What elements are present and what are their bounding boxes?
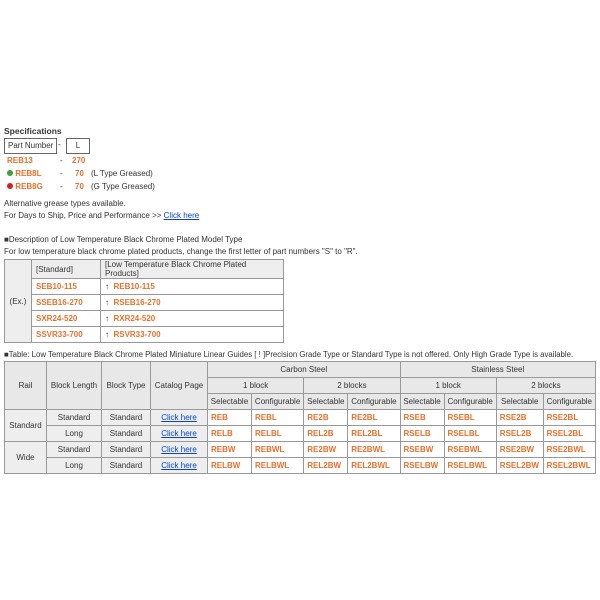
header-selectable: Selectable [304, 394, 348, 410]
part-cell: RE2B [304, 410, 348, 426]
part-number-L-box: L [66, 138, 90, 154]
spec-value: 70 [75, 182, 84, 191]
part-cell: RSEBL [444, 410, 496, 426]
example-standard: SSEB16-270 [32, 295, 101, 311]
header-configurable: Configurable [348, 394, 400, 410]
rail-wide: Wide [5, 442, 47, 474]
part-cell: RSEL2BL [543, 426, 595, 442]
part-cell: RSE2BL [543, 410, 595, 426]
catalog-click-here-link[interactable]: Click here [161, 461, 197, 470]
part-cell: REL2BWL [348, 458, 400, 474]
block-type: Standard [102, 442, 151, 458]
header-rail: Rail [5, 362, 47, 410]
spec-code: REB8G [15, 182, 43, 191]
example-low: ↑ RSEB16-270 [101, 295, 284, 311]
block-length: Standard [47, 442, 102, 458]
part-cell: REB [208, 410, 252, 426]
block-length: Long [47, 426, 102, 442]
specifications-title: Specifications [4, 126, 62, 136]
days-to-ship-text: For Days to Ship, Price and Performance >> [4, 211, 162, 220]
spec-note: (G Type Greased) [91, 182, 155, 191]
part-number-dash: - [58, 140, 61, 149]
spec-dash: - [60, 169, 63, 178]
up-arrow-icon: ↑ [105, 282, 109, 291]
header-configurable: Configurable [444, 394, 496, 410]
part-cell: RSELBWL [444, 458, 496, 474]
table-row [5, 410, 596, 426]
block-length: Standard [47, 410, 102, 426]
block-length: Long [47, 458, 102, 474]
part-cell: RSEL2BW [496, 458, 543, 474]
header-1-block: 1 block [208, 378, 304, 394]
example-standard: SSVR33-700 [32, 327, 101, 343]
part-cell: RELBWL [251, 458, 303, 474]
header-block-type: Block Type [102, 362, 151, 410]
table-row [5, 458, 596, 474]
catalog-click-here-link[interactable]: Click here [161, 445, 197, 454]
header-configurable: Configurable [251, 394, 303, 410]
red-dot-icon [7, 183, 13, 189]
up-arrow-icon: ↑ [105, 330, 109, 339]
example-low: ↑ REB10-115 [101, 279, 284, 295]
alt-grease-text: Alternative grease types available. [4, 199, 126, 208]
part-cell: RSEBWL [444, 442, 496, 458]
header-carbon-steel: Carbon Steel [208, 362, 401, 378]
description-title: ■Description of Low Temperature Black Chrome Plated Model Type [4, 235, 243, 244]
part-cell: REBWL [251, 442, 303, 458]
header-selectable: Selectable [208, 394, 252, 410]
part-cell: REBW [208, 442, 252, 458]
spec-value: 70 [75, 169, 84, 178]
block-type: Standard [102, 426, 151, 442]
part-cell: RE2BWL [348, 442, 400, 458]
header-selectable: Selectable [496, 394, 543, 410]
table-row [5, 426, 596, 442]
part-number-box: Part Number [4, 138, 57, 154]
part-cell: RSE2BW [496, 442, 543, 458]
part-cell: RSE2B [496, 410, 543, 426]
part-cell: RSEB [400, 410, 444, 426]
part-cell: REL2BW [304, 458, 348, 474]
spec-row-3 [7, 182, 43, 191]
example-table [4, 259, 284, 343]
part-cell: REBL [251, 410, 303, 426]
block-type: Standard [102, 410, 151, 426]
block-type: Standard [102, 458, 151, 474]
green-dot-icon [7, 170, 13, 176]
description-text: For low temperature black chrome plated products, change the first letter of part numbers "S" to "R". [4, 247, 358, 256]
days-to-ship-line [4, 211, 199, 220]
catalog-click-here-link[interactable]: Click here [161, 429, 197, 438]
header-catalog-page: Catalog Page [151, 362, 208, 410]
part-cell: REL2BL [348, 426, 400, 442]
up-arrow-icon: ↑ [105, 314, 109, 323]
click-here-link[interactable]: Click here [163, 211, 200, 220]
part-cell: RELBW [208, 458, 252, 474]
header-stainless-steel: Stainless Steel [400, 362, 595, 378]
spec-row-1 [7, 156, 33, 165]
example-low: ↑ RSVR33-700 [101, 327, 284, 343]
part-cell: RSELB [400, 426, 444, 442]
part-cell: RELB [208, 426, 252, 442]
part-cell: RELBL [251, 426, 303, 442]
example-standard: SEB10-115 [32, 279, 101, 295]
part-cell: RSELBL [444, 426, 496, 442]
part-cell: REL2B [304, 426, 348, 442]
spec-code: REB13 [7, 156, 33, 165]
catalog-click-here-link[interactable]: Click here [161, 413, 197, 422]
header-standard: [Standard] [32, 260, 101, 279]
ex-label: (Ex.) [5, 260, 32, 343]
header-selectable: Selectable [400, 394, 444, 410]
spec-dash: - [60, 182, 63, 191]
spec-value: 270 [72, 156, 86, 165]
example-standard: SXR24-520 [32, 311, 101, 327]
spec-note: (L Type Greased) [91, 169, 153, 178]
spec-row-2 [7, 169, 41, 178]
part-cell: RSEBW [400, 442, 444, 458]
part-cell: RSEL2BWL [543, 458, 595, 474]
part-cell: RE2BW [304, 442, 348, 458]
part-cell: RSE2BWL [543, 442, 595, 458]
table-row [5, 442, 596, 458]
rail-standard: Standard [5, 410, 47, 442]
header-configurable: Configurable [543, 394, 595, 410]
example-low: ↑ RXR24-520 [101, 311, 284, 327]
spec-code: REB8L [15, 169, 42, 178]
header-2-blocks: 2 blocks [496, 378, 595, 394]
part-cell: RSEL2B [496, 426, 543, 442]
table-caption: ■Table: Low Temperature Black Chrome Plated Miniature Linear Guides [ ! ]Precision Grade Type or Standard Type is not offered. Only High Grade Type is available. [4, 350, 574, 359]
header-1-block: 1 block [400, 378, 496, 394]
header-low-temp: [Low Temperature Black Chrome Plated Products] [101, 260, 284, 279]
up-arrow-icon: ↑ [105, 298, 109, 307]
spec-dash: - [60, 156, 63, 165]
part-cell: RE2BL [348, 410, 400, 426]
part-cell: RSELBW [400, 458, 444, 474]
header-block-length: Block Length [47, 362, 102, 410]
linear-guides-table [4, 361, 596, 474]
header-2-blocks: 2 blocks [304, 378, 400, 394]
